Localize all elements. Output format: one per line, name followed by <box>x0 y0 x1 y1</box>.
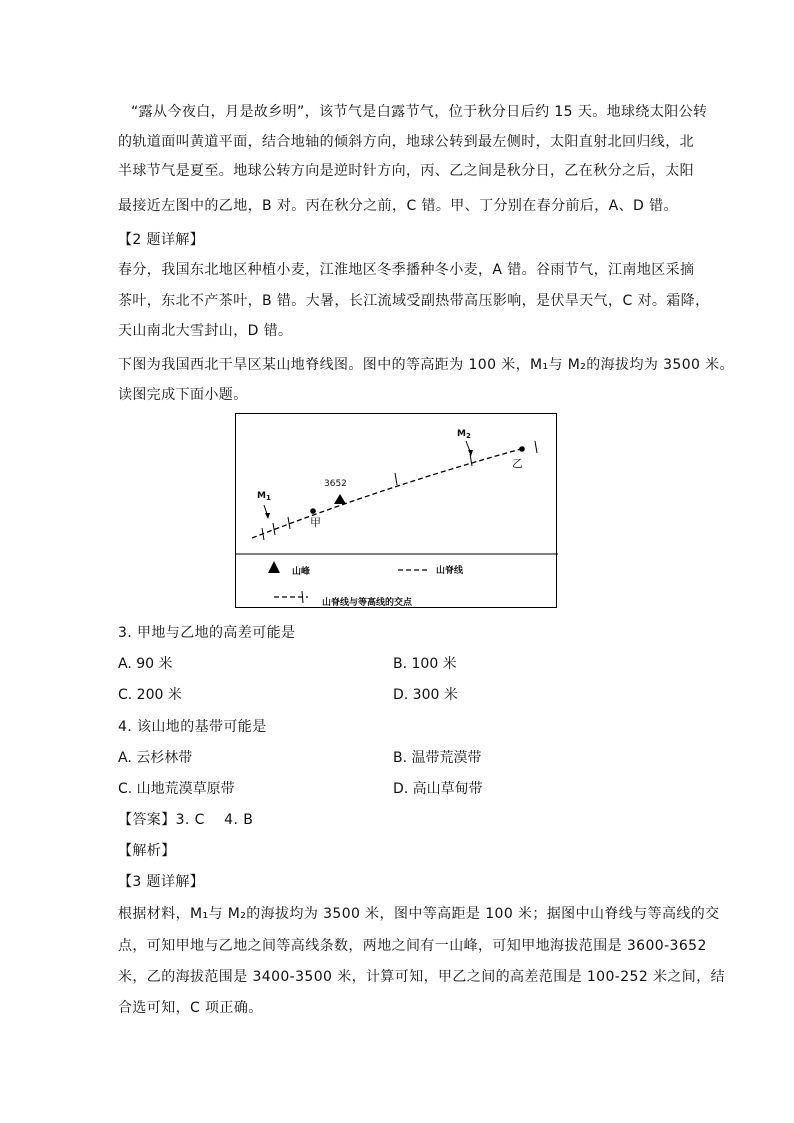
q3-heading: 【3 题详解】 <box>118 874 205 890</box>
paragraph-line: 天山南北大雪封山，D 错。 <box>118 323 293 339</box>
q3-option-b[interactable]: B. 100 米 <box>393 656 457 672</box>
paragraph-line: “露从今夜白，月是故乡明”，该节气是白露节气，位于秋分日后约 15 天。地球绕太阳公转 <box>131 104 708 120</box>
q4-option-c[interactable]: C. 山地荒漠草原带 <box>118 781 235 797</box>
m1-arrowhead <box>265 513 270 519</box>
q4-option-d[interactable]: D. 高山草甸带 <box>393 781 483 797</box>
legend-intersection-label: 山脊线与等高线的交点 <box>322 598 413 608</box>
legend-peak-icon <box>268 561 280 573</box>
paragraph-line: 春分，我国东北地区种植小麦，江淮地区冬季播种冬小麦，A 错。谷雨节气，江南地区采摘 <box>118 262 695 278</box>
analysis-heading: 【解析】 <box>118 843 176 859</box>
answer-line: 【答案】3. C 4. B <box>118 812 254 828</box>
paragraph-line: 的轨道面叫黄道平面，结合地轴的倾斜方向，地球公转到最左侧时，太阳直射北回归线，北 <box>118 134 694 150</box>
jia-label: 甲 <box>310 516 321 529</box>
paragraph-line: 点，可知甲地与乙地之间等高线条数，两地之间有一山峰，可知甲地海拔范围是 3600-3652 <box>118 938 707 954</box>
q3-option-d[interactable]: D. 300 米 <box>393 687 458 703</box>
jia-point <box>310 508 316 514</box>
ridge-diagram <box>236 414 558 609</box>
intro-line: 下图为我国西北干旱区某山地脊线图。图中的等高距为 100 米，M₁与 M₂的海拔均为 3500 米。 <box>118 357 734 373</box>
intersection-tick <box>535 441 537 453</box>
q3-option-c[interactable]: C. 200 米 <box>118 687 182 703</box>
m1-label: $M_1$ <box>257 491 271 502</box>
ridge-line <box>252 449 521 538</box>
yi-point <box>519 446 525 452</box>
intro-line: 读图完成下面小题。 <box>118 387 248 403</box>
yi-label: 乙 <box>512 457 523 470</box>
intersection-tick <box>395 473 397 485</box>
paragraph-line: 半球节气是夏至。地球公转方向是逆时针方向，丙、乙之间是秋分日，乙在秋分之后，太阳 <box>118 163 694 179</box>
q4-stem: 4. 该山地的基带可能是 <box>118 719 267 735</box>
legend-ridge-label: 山脊线 <box>436 566 464 576</box>
paragraph-line: 合选可知，C 项正确。 <box>118 1000 263 1016</box>
legend-peak-label: 山峰 <box>292 567 311 577</box>
q2-heading: 【2 题详解】 <box>118 232 205 248</box>
paragraph-line: 米，乙的海拔范围是 3400-3500 米，计算可知，甲乙之间的高差范围是 100-252 米之间，结 <box>118 969 726 985</box>
q3-stem: 3. 甲地与乙地的高差可能是 <box>118 625 296 641</box>
peak-elevation-label: 3652 <box>324 479 347 489</box>
ridge-line-figure <box>235 413 557 608</box>
peak-icon <box>334 494 346 504</box>
m2-label: $M_2$ <box>457 429 471 440</box>
q4-option-b[interactable]: B. 温带荒漠带 <box>393 750 482 766</box>
paragraph-line: 最接近左图中的乙地，B 对。丙在秋分之前，C 错。甲、丁分别在春分前后，A、D 错。 <box>118 198 678 214</box>
legend-intersection-tick <box>302 591 303 603</box>
paragraph-line: 根据材料，M₁与 M₂的海拔均为 3500 米，图中等高距是 100 米；据图中山脊线与等高线的交 <box>118 906 720 922</box>
q3-option-a[interactable]: A. 90 米 <box>118 656 173 672</box>
q4-option-a[interactable]: A. 云杉林带 <box>118 750 193 766</box>
paragraph-line: 茶叶，东北不产茶叶，B 错。大暑，长江流域受副热带高压影响，是伏旱天气，C 对。霜降， <box>118 293 710 309</box>
